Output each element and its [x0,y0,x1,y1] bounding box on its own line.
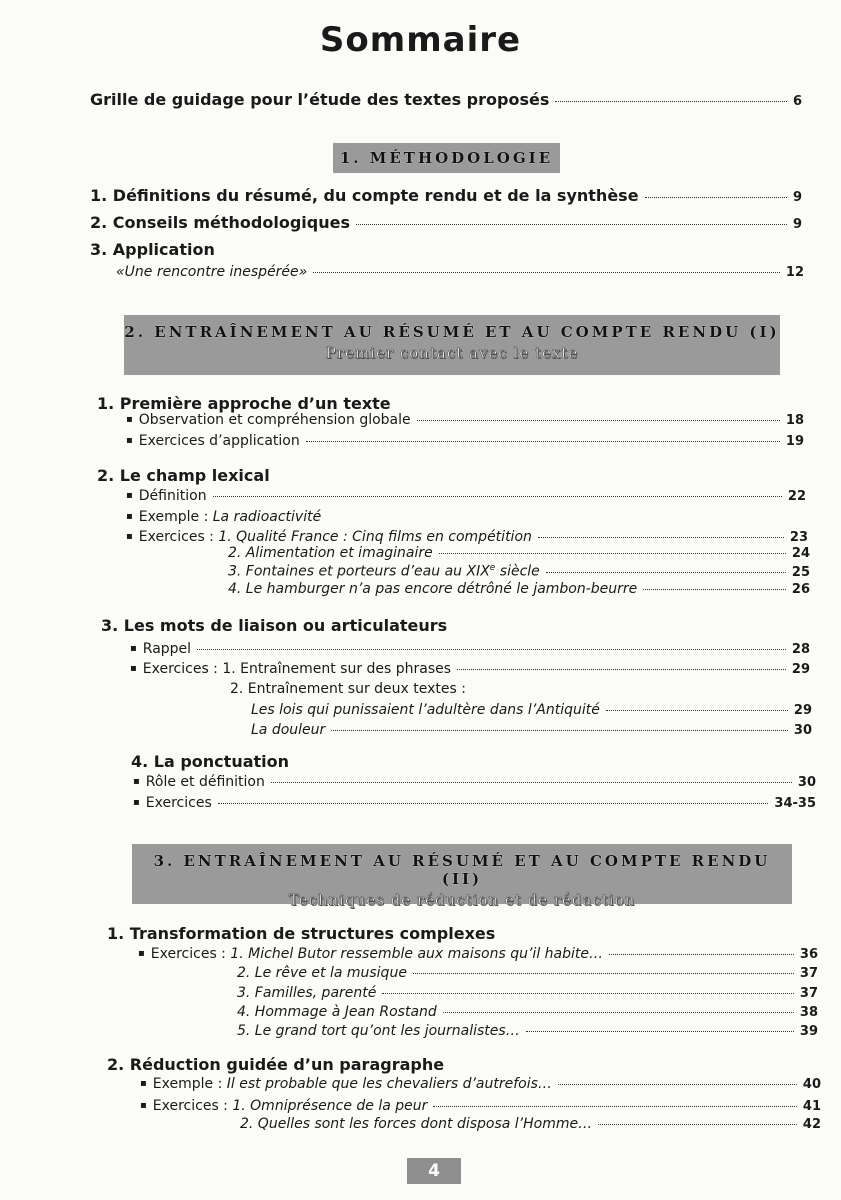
toc-heading-ponctuation: 4. La ponctuation [131,752,290,771]
toc-entry-alimentation[interactable]: 2. Alimentation et imaginaire 24 [228,545,810,561]
toc-entry-conseils[interactable]: 2. Conseils méthodologiques 9 [90,213,802,232]
toc-entry-peur[interactable]: ▪ Exercices : 1. Omniprésence de la peur 41 [140,1098,821,1114]
toc-entry-reve-musique[interactable]: 2. Le rêve et la musique 37 [237,965,818,981]
toc-entry-grille[interactable]: Grille de guidage pour l’étude des textes proposés 6 [90,90,802,109]
toc-entry-observation[interactable]: ▪ Observation et compréhension globale 18 [126,412,804,428]
toc-entry-chevaliers[interactable]: ▪ Exemple : Il est probable que les chevaliers d’autrefois… 40 [140,1076,821,1092]
toc-entry-definition[interactable]: ▪ Définition 22 [126,488,806,504]
section-band-2: 2. ENTRAÎNEMENT AU RÉSUMÉ ET AU COMPTE RENDU (I) Premier contact avec le texte [124,315,780,375]
toc-entry-forces-homme[interactable]: 2. Quelles sont les forces dont disposa l’Homme… 42 [240,1116,821,1132]
section-band-1: 1. MÉTHODOLOGIE [333,143,560,173]
toc-entry-rostand[interactable]: 4. Hommage à Jean Rostand 38 [237,1004,818,1020]
toc-heading-application: 3. Application [90,240,215,259]
page-title: Sommaire [319,20,522,60]
toc-entry-journalistes[interactable]: 5. Le grand tort qu’ont les journalistes… 39 [237,1023,818,1039]
toc-entry-douleur[interactable]: La douleur 30 [251,722,812,738]
toc-entry-exercices-ponctuation[interactable]: ▪ Exercices 34-35 [133,795,816,811]
toc-heading-reduction: 2. Réduction guidée d’un paragraphe [107,1055,445,1074]
toc-heading-mots-liaison: 3. Les mots de liaison ou articulateurs [101,616,448,635]
toc-entry-definitions[interactable]: 1. Définitions du résumé, du compte rendu et de la synthèse 9 [90,186,802,205]
toc-entry-fontaines[interactable]: 3. Fontaines et porteurs d’eau au XIXe siècle 25 [228,563,810,580]
toc-entry-entrainement-phrases[interactable]: ▪ Exercices : 1. Entraînement sur des phrases 29 [130,661,810,677]
toc-entry-rappel[interactable]: ▪ Rappel 28 [130,641,810,657]
toc-entry-familles[interactable]: 3. Familles, parenté 37 [237,985,818,1001]
toc-heading-champ-lexical: 2. Le champ lexical [97,466,270,485]
toc-entry-exemple-radioactivite[interactable]: ▪ Exemple : La radioactivité [126,509,321,525]
toc-entry-michel-butor[interactable]: ▪ Exercices : 1. Michel Butor ressemble aux maisons qu’il habite… 36 [138,946,818,962]
toc-entry-exercices-application[interactable]: ▪ Exercices d’application 19 [126,433,804,449]
toc-entry-qualite-france[interactable]: ▪ Exercices : 1. Qualité France : Cinq films en compétition 23 [126,529,808,545]
toc-heading-transformation: 1. Transformation de structures complexes [107,924,496,943]
toc-entry-hamburger[interactable]: 4. Le hamburger n’a pas encore détrôné le jambon-beurre 26 [228,581,810,597]
toc-heading-premiere-approche: 1. Première approche d’un texte [97,394,391,413]
section-band-3: 3. ENTRAÎNEMENT AU RÉSUMÉ ET AU COMPTE RENDU (II) Techniques de réduction et de rédaction [132,844,792,904]
page-number: 4 [407,1158,461,1184]
toc-entry-lois-adultere[interactable]: Les lois qui punissaient l’adultère dans l’Antiquité 29 [251,702,812,718]
toc-entry-rencontre[interactable]: «Une rencontre inespérée» 12 [116,264,804,280]
toc-entry-entrainement-textes: 2. Entraînement sur deux textes : [230,681,466,697]
toc-entry-role-definition[interactable]: ▪ Rôle et définition 30 [133,774,816,790]
